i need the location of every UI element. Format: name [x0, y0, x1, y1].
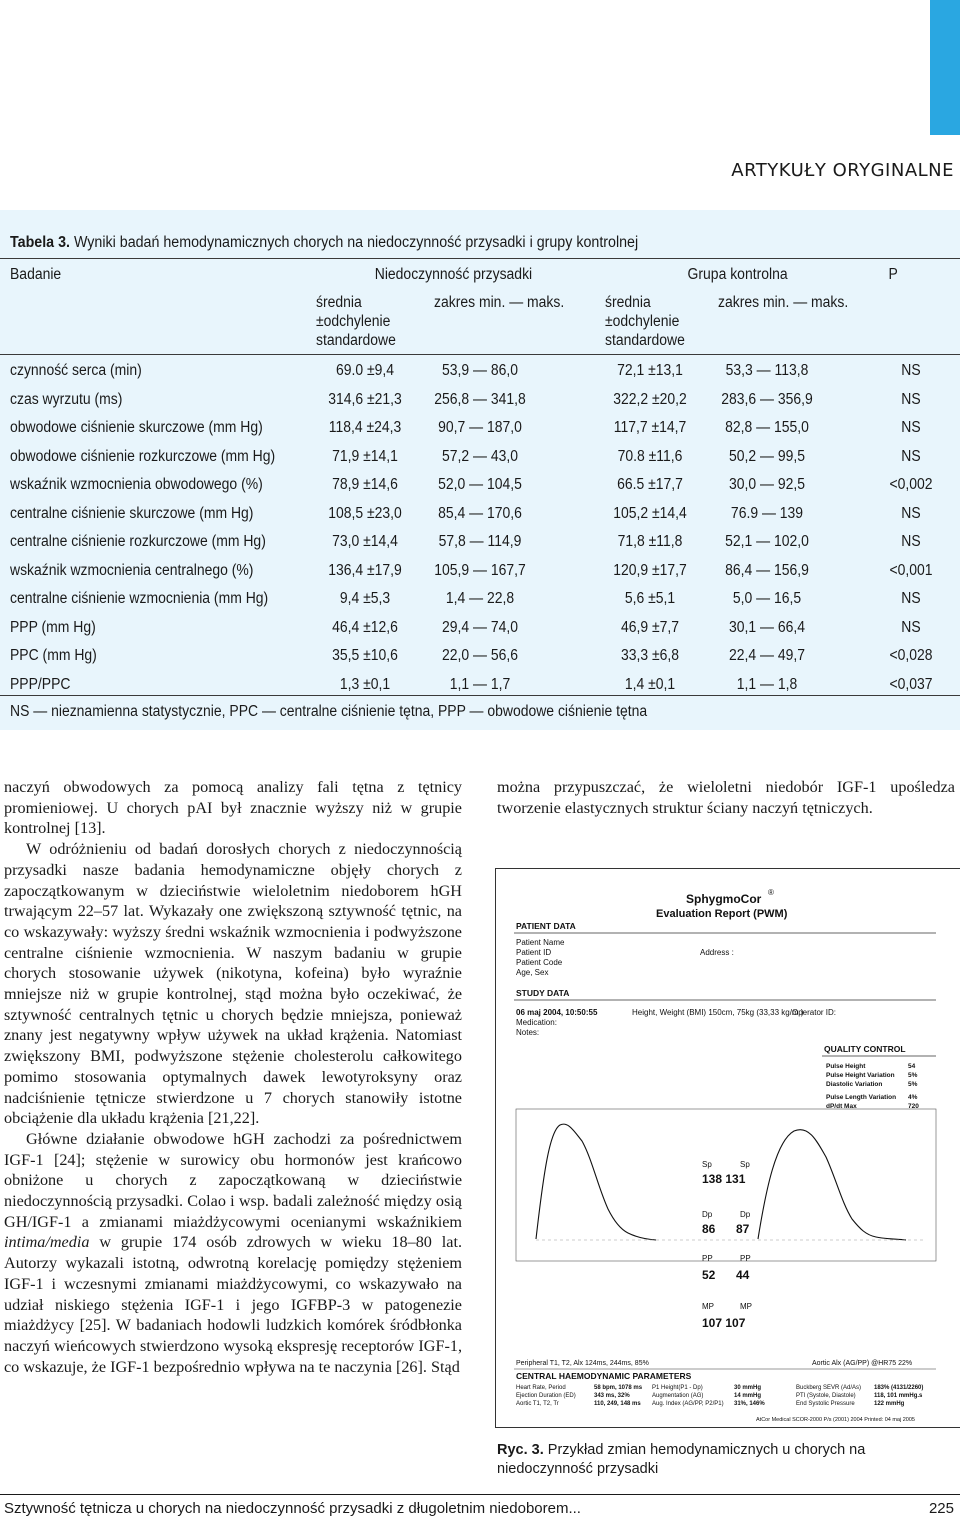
qc-label: Diastolic Variation — [826, 1081, 883, 1088]
central-params-header: CENTRAL HAEMODYNAMIC PARAMETERS — [516, 1371, 692, 1381]
row-label: wskaźnik wzmocnienia obwodowego (%) — [10, 476, 263, 493]
subheader-range-1: zakres min. — maks. — [434, 294, 565, 311]
param-value: 183% (4131/2260) — [874, 1385, 924, 1391]
cell-r2: 52,1 — 102,0 — [725, 533, 809, 550]
cell-r2: 82,8 — 155,0 — [725, 419, 809, 436]
cell-p: <0,028 — [889, 647, 933, 664]
report-title: Evaluation Report (PWM) — [656, 908, 788, 920]
param-value: 118, 101 mmHg.s — [874, 1393, 923, 1399]
param-label: Buckberg SEVR (Ad/As) — [796, 1385, 862, 1391]
sphygmocor-report-figure — [495, 868, 960, 1428]
param-value: 30 mmHg — [734, 1385, 762, 1391]
report-reg-mark: ® — [768, 888, 774, 897]
row-label: czynność serca (min) — [10, 362, 142, 379]
col-header-badanie: Badanie — [10, 266, 62, 283]
row-label: obwodowe ciśnienie skurczowe (mm Hg) — [10, 419, 263, 436]
dp-label: Dp — [702, 1210, 713, 1219]
cell-r2: 86,4 — 156,9 — [725, 562, 809, 579]
param-label: Heart Rate, Period — [516, 1385, 566, 1391]
cell-p: NS — [901, 448, 921, 465]
cell-r1: 22,0 — 56,6 — [441, 647, 518, 664]
cell-p: <0,002 — [889, 476, 933, 493]
study-date: 06 maj 2004, 10:50:55 — [516, 1008, 598, 1017]
pp-value-1: 52 — [702, 1268, 716, 1282]
patient-field: Patient ID — [516, 948, 552, 957]
cell-r2: 76.9 — 139 — [730, 505, 804, 522]
aortic-waveform — [758, 1130, 906, 1240]
table-rule-top — [0, 258, 960, 259]
patient-field: Patient Code — [516, 958, 563, 967]
row-label: centralne ciśnienie wzmocnienia (mm Hg) — [10, 590, 269, 607]
section-label: ARTYKUŁY ORYGINALNE — [731, 160, 954, 181]
param-value: 31%, 146% — [734, 1401, 765, 1407]
peripheral-params-line: Peripheral T1, T2, Alx 124ms, 244ms, 85% — [516, 1360, 649, 1367]
body-right-column — [497, 777, 955, 818]
col-header-group2: Grupa kontrolna — [687, 266, 788, 283]
cell-r2: 22,4 — 49,7 — [728, 647, 805, 664]
row-label: czas wyrzutu (ms) — [10, 391, 123, 408]
qc-value: 720 — [908, 1103, 919, 1110]
row-label: wskaźnik wzmocnienia centralnego (%) — [10, 562, 254, 579]
paragraph: Główne działanie obwodowe hGH zachodzi za pośrednictwem IGF-1 [24]; stężenie w surowicy obu hormonów jest krańcowo obniżone u chorych z zapoczątkowaną w dzieciństwie niedoczynnością przysadki. Colao i wsp. badali zależność między osią GH/IGF-1 a zmianami miażdżycowymi ocenianymi wskaźnikiem intima/media w grupie 174 osób zdrowych w wieku 18–80 lat. Autorzy wykazali istotną, odwrotną korelację pomiędzy stężeniem IGF-1 i wczesnymi zmianami miażdżycowymi, co wskazywało na udział niskiego stężenia IGF-1 i jego IGFBP-3 w patogenezie miażdżycy [25]. W badaniach hodowli ludzkich komórek śródbłonka naczyń wieńcowych stwierdzono wysoką ekspresję receptorów IGF-1, co wskazuje, że IGF-1 bezpośrednio wpływa na te naczynia [26]. Stąd — [4, 1129, 462, 1376]
pp-value-2: 44 — [736, 1268, 750, 1282]
qc-label: Pulse Length Variation — [826, 1094, 897, 1101]
col-header-group1: Niedoczynność przysadki — [374, 266, 533, 283]
cell-r1: 57,2 — 43,0 — [441, 448, 518, 465]
row-label: centralne ciśnienie rozkurczowe (mm Hg) — [10, 533, 266, 550]
param-value: 110, 249, 148 ms — [594, 1401, 641, 1407]
cell-m1: 9,4 ±5,3 — [339, 590, 391, 607]
pp-label-2: PP — [740, 1254, 751, 1263]
paragraph: naczyń obwodowych za pomocą analizy fali tętna z tętnicy promieniowej. U chorych pAI był znacznie wyższy niż w grupie kontrolnej [13]. — [4, 778, 462, 838]
report-brand: SphygmoCor — [686, 892, 762, 906]
param-value: 122 mmHg — [874, 1401, 905, 1407]
param-label: End Systolic Pressure — [796, 1401, 855, 1407]
row-label: PPP/PPC — [10, 676, 71, 693]
cell-m2: 33,3 ±6,8 — [620, 647, 680, 664]
quality-control-rows — [826, 1063, 919, 1110]
quality-control-header: QUALITY CONTROL — [824, 1044, 906, 1054]
cell-m2: 322,2 ±20,2 — [613, 391, 687, 408]
body-left-column — [4, 777, 462, 1377]
cell-m2: 105,2 ±14,4 — [613, 505, 687, 522]
cell-r1: 1,4 — 22,8 — [445, 590, 515, 607]
address-label: Address : — [700, 948, 734, 957]
cell-m2: 66.5 ±17,7 — [617, 476, 683, 493]
cell-r1: 105,9 — 167,7 — [434, 562, 526, 579]
table-rule-bottom — [0, 695, 960, 696]
param-value: 14 mmHg — [734, 1393, 762, 1399]
cell-m1: 46,4 ±12,6 — [332, 619, 398, 636]
row-label: obwodowe ciśnienie rozkurczowe (mm Hg) — [10, 448, 276, 465]
cell-r1: 53,9 — 86,0 — [441, 362, 518, 379]
row-label: centralne ciśnienie skurczowe (mm Hg) — [10, 505, 254, 522]
aortic-aix-line: Aortic Alx (AG/PP) @HR75 22% — [812, 1360, 913, 1367]
cell-p: NS — [901, 391, 921, 408]
sp-label: Sp — [702, 1160, 712, 1169]
subheader-mean-2: standardowe — [605, 332, 685, 349]
cell-r1: 1,1 — 1,7 — [449, 676, 511, 693]
cell-r1: 90,7 — 187,0 — [438, 419, 522, 436]
cell-r2: 30,1 — 66,4 — [728, 619, 805, 636]
qc-value: 54 — [908, 1063, 916, 1070]
cell-r2: 5,0 — 16,5 — [732, 590, 802, 607]
param-label: Aug. Index (AG/PP, P2/P1) — [652, 1401, 724, 1407]
cell-m1: 1,3 ±0,1 — [339, 676, 391, 693]
cell-p: NS — [901, 590, 921, 607]
cell-m2: 46,9 ±7,7 — [620, 619, 680, 636]
study-height-weight: Height, Weight (BMI) 150cm, 75kg (33,33 kg/m ) — [632, 1008, 804, 1017]
cell-p: <0,001 — [889, 562, 933, 579]
cell-p: <0,037 — [889, 676, 933, 693]
patient-field: Patient Name — [516, 938, 565, 947]
patient-data-header: PATIENT DATA — [516, 921, 576, 931]
italic-term: intima/media — [4, 1233, 90, 1252]
qc-value: 5% — [908, 1081, 918, 1088]
subheader-mean-1: ±odchylenie — [316, 313, 391, 330]
cell-m2: 70.8 ±11,6 — [617, 448, 683, 465]
param-label: Aortic T1, T2, Tr — [516, 1401, 559, 1407]
param-label: Augmentation (AG) — [652, 1393, 704, 1399]
subheader-mean-1: średnia — [316, 294, 362, 311]
paragraph: W odróżnieniu od badań dorosłych chorych z niedoczynnością przysadki nasze badania hemodynamiczne objęły chorych z zapoczątkowanym w dzieciństwie wieloletnim niedoborem hGH trwającym 22–57 lat. Wykazały one zwiększoną sztywność tętnic, na co wskazywały: wyższy średni wskaźnik wzmocnienia i podwyższone centralne ciśnienie wzmocnienia. W naszym badaniu w grupie chorych stosowanie używek (nikotyna, kofeina) było wyraźnie mniejsze niż w grupie kontrolnej, stąd można było oczekiwać, że sztywność centralnych tętnic u chorych będzie mniejsza, ponieważ znany jest negatywny wpływ używek na układ krążenia. Natomiast zwiększony BMI, podwyższone stężenie cholesterolu całkowitego pomimo stosowania optymalnych dawek lewotyroksyny oraz nadciśnienie tętnicze stwierdzone u 7 chorych stanowiły istotne obciążenie dla układu krążenia [21,22]. — [4, 840, 462, 1128]
qc-label: Pulse Height Variation — [826, 1072, 895, 1079]
cell-m1: 69.0 ±9,4 — [335, 362, 395, 379]
cell-r2: 53,3 — 113,8 — [725, 362, 809, 379]
mp-label-2: MP — [740, 1302, 752, 1311]
cell-r2: 1,1 — 1,8 — [736, 676, 798, 693]
cell-r2: 30,0 — 92,5 — [728, 476, 805, 493]
cell-r1: 52,0 — 104,5 — [438, 476, 522, 493]
cell-m2: 117,7 ±14,7 — [613, 419, 687, 436]
cell-m2: 1,4 ±0,1 — [624, 676, 676, 693]
accent-bar — [930, 0, 960, 135]
qc-label: Pulse Height — [826, 1063, 866, 1070]
running-title: Sztywność tętnicza u chorych na niedoczynność przysadki z długoletnim niedoborem... — [4, 1500, 581, 1517]
cell-r1: 57,8 — 114,9 — [438, 533, 522, 550]
pp-label: PP — [702, 1254, 713, 1263]
cell-m1: 136,4 ±17,9 — [328, 562, 402, 579]
cell-p: NS — [901, 505, 921, 522]
figure-caption — [497, 1441, 957, 1479]
cell-p: NS — [901, 419, 921, 436]
cell-m1: 35,5 ±10,6 — [332, 647, 398, 664]
page-number: 225 — [928, 1500, 954, 1517]
central-params-table — [516, 1385, 923, 1407]
figure-caption-text: Przykład zmian hemodynamicznych u chorych na niedoczynność przysadki — [497, 1442, 866, 1477]
notes-label: Notes: — [516, 1028, 540, 1037]
table-footnote: NS — nieznamienna statystycznie, PPC — centralne ciśnienie tętna, PPP — obwodowe ciśnienie tętna — [10, 703, 648, 720]
dp-value-1: 86 — [702, 1222, 716, 1236]
subheader-mean-2: średnia — [605, 294, 651, 311]
table-caption-text: Wyniki badań hemodynamicznych chorych na niedoczynność przysadki i grupy kontrolnej — [73, 234, 639, 251]
report-graphic — [496, 869, 960, 1427]
cell-m1: 73,0 ±14,4 — [332, 533, 398, 550]
footer-rule — [0, 1494, 960, 1495]
col-header-p: P — [888, 266, 898, 283]
param-label: PTI (Systole, Diastole) — [796, 1393, 856, 1399]
study-data-header: STUDY DATA — [516, 988, 570, 998]
param-value: 343 ms, 32% — [594, 1393, 630, 1399]
operator-id: Operator ID: — [792, 1008, 837, 1017]
cell-m1: 108,5 ±23,0 — [328, 505, 402, 522]
cell-m2: 120,9 ±17,7 — [613, 562, 687, 579]
cell-m2: 5,6 ±5,1 — [624, 590, 676, 607]
cell-p: NS — [901, 362, 921, 379]
report-footer: AtCor Medical SCOR-2000 P/s (2001) 2004 Printed: 04 maj 2005 — [756, 1417, 915, 1423]
cell-p: NS — [901, 533, 921, 550]
mp-values: 107 107 — [702, 1316, 746, 1330]
table-caption-label: Tabela 3. — [10, 234, 70, 251]
subheader-mean-2: ±odchylenie — [605, 313, 680, 330]
patient-field: Age, Sex — [516, 968, 549, 977]
medication-label: Medication: — [516, 1018, 557, 1027]
peripheral-waveform — [536, 1124, 656, 1240]
cell-m2: 72,1 ±13,1 — [617, 362, 683, 379]
param-value: 58 bpm, 1078 ms — [594, 1385, 643, 1391]
cell-r2: 283,6 — 356,9 — [721, 391, 813, 408]
param-label: P1 Height(P1 - Dp) — [652, 1385, 703, 1391]
cell-r1: 29,4 — 74,0 — [441, 619, 518, 636]
cell-m1: 314,6 ±21,3 — [328, 391, 402, 408]
dp-value-2: 87 — [736, 1222, 750, 1236]
cell-r1: 256,8 — 341,8 — [434, 391, 526, 408]
figure-caption-label: Ryc. 3. — [497, 1442, 544, 1458]
subheader-mean-1: standardowe — [316, 332, 396, 349]
table-caption — [10, 234, 638, 252]
row-label: PPC (mm Hg) — [10, 647, 97, 664]
cell-m1: 71,9 ±14,1 — [332, 448, 398, 465]
dp-label-2: Dp — [740, 1210, 751, 1219]
mp-label: MP — [702, 1302, 714, 1311]
paragraph: można przypuszczać, że wieloletni niedobór IGF-1 upośledza tworzenie elastycznych struktur ściany naczyń tętniczych. — [497, 778, 955, 817]
subheader-range-2: zakres min. — maks. — [718, 294, 849, 311]
qc-label: dP/dt Max — [826, 1103, 857, 1110]
cell-m1: 118,4 ±24,3 — [328, 419, 402, 436]
cell-r2: 50,2 — 99,5 — [728, 448, 805, 465]
cell-m2: 71,8 ±11,8 — [617, 533, 683, 550]
row-label: PPP (mm Hg) — [10, 619, 96, 636]
sp-values: 138 131 — [702, 1172, 746, 1186]
qc-value: 4% — [908, 1094, 918, 1101]
param-label: Ejection Duration (ED) — [516, 1393, 576, 1399]
cell-r1: 85,4 — 170,6 — [438, 505, 522, 522]
table-rule-header — [0, 354, 960, 355]
qc-value: 5% — [908, 1072, 918, 1079]
cell-m1: 78,9 ±14,6 — [332, 476, 398, 493]
sp-label-2: Sp — [740, 1160, 750, 1169]
cell-p: NS — [901, 619, 921, 636]
